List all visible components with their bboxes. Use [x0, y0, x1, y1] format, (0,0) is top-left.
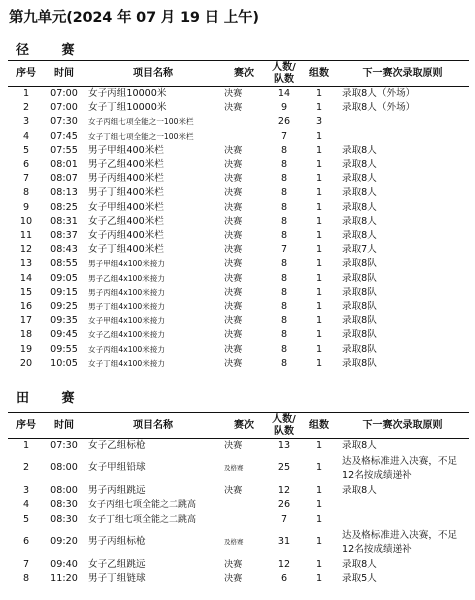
- row-round: 决赛: [224, 484, 243, 496]
- row-entries: 26: [277, 499, 291, 511]
- row-round: 决赛: [224, 357, 243, 369]
- row-number: 2: [22, 462, 30, 474]
- row-advance-rule: 录取8人: [342, 144, 377, 156]
- row-entries: 8: [280, 159, 288, 171]
- row-time: 08:55: [50, 258, 78, 270]
- row-time: 09:05: [50, 272, 78, 284]
- row-heats: 1: [315, 499, 323, 511]
- row-event-name: 男子甲组400米栏: [88, 144, 164, 156]
- row-round: 决赛: [224, 258, 243, 270]
- row-time: 08:31: [50, 215, 78, 227]
- table-row: [8, 87, 469, 102]
- row-time: 10:05: [50, 357, 78, 369]
- row-round: [222, 513, 266, 528]
- row-heats: 1: [315, 462, 323, 474]
- table-row: [8, 513, 469, 528]
- row-entries: 7: [280, 244, 288, 256]
- row-event-name: 男子丁组链球: [88, 573, 146, 585]
- row-entries: 8: [280, 215, 288, 227]
- header-event: 项目名称: [84, 61, 222, 87]
- row-heats: 1: [315, 315, 323, 327]
- row-round: 决赛: [224, 272, 243, 284]
- row-event-name: 男子乙组400米栏: [88, 159, 164, 171]
- row-number: 19: [19, 343, 33, 355]
- row-advance-rule: 录取8人: [342, 201, 377, 213]
- row-heats: 1: [315, 215, 323, 227]
- row-round: 决赛: [224, 88, 243, 99]
- row-number: 4: [22, 499, 30, 511]
- row-event-name: 女子丁组七项全能之一100米栏: [88, 131, 194, 141]
- row-time: 07:00: [50, 88, 78, 99]
- row-round: 决赛: [224, 173, 243, 185]
- row-number: 8: [22, 187, 30, 199]
- row-advance-rule: 录取8队: [342, 286, 377, 298]
- table-row: [8, 186, 469, 200]
- row-advance-rule: [336, 130, 469, 144]
- row-number: 9: [22, 201, 30, 213]
- row-round: 及格赛: [224, 538, 244, 547]
- field-schedule-table: [8, 412, 469, 587]
- table-row: [8, 201, 469, 215]
- table-row: [8, 272, 469, 286]
- header-heats: 组数: [302, 61, 336, 87]
- row-number: 7: [22, 558, 30, 570]
- row-number: 2: [22, 102, 30, 114]
- row-round: 决赛: [224, 215, 243, 227]
- header-entries: 人数/队数: [266, 61, 302, 87]
- row-advance-rule: 录取8队: [342, 315, 377, 327]
- table-row: [8, 115, 469, 129]
- row-time: 08:00: [50, 462, 78, 474]
- row-heats: 1: [315, 301, 323, 313]
- row-number: 1: [22, 88, 30, 99]
- row-number: 6: [22, 159, 30, 171]
- row-advance-rule: 录取8队: [342, 272, 377, 284]
- table-row: [8, 357, 469, 371]
- row-round: [222, 130, 266, 144]
- row-advance-rule: 录取8人（外场）: [342, 88, 416, 99]
- row-event-name: 女子丁组10000米: [88, 102, 167, 114]
- row-entries: 8: [280, 272, 288, 284]
- row-advance-rule: 录取8人: [342, 159, 377, 171]
- table-row: [8, 101, 469, 115]
- row-advance-rule: 录取8队: [342, 329, 377, 341]
- header-time: 时间: [44, 413, 84, 439]
- row-number: 15: [19, 286, 33, 298]
- table-row: [8, 343, 469, 357]
- table-row: [8, 229, 469, 243]
- table-row: [8, 158, 469, 172]
- row-round: 决赛: [224, 286, 243, 298]
- row-heats: 1: [315, 440, 323, 451]
- row-number: 1: [22, 440, 30, 451]
- row-round: 决赛: [224, 301, 243, 313]
- row-heats: 1: [315, 286, 323, 298]
- table-row: [8, 243, 469, 257]
- row-advance-rule: 录取8队: [342, 258, 377, 270]
- row-round: 决赛: [224, 187, 243, 199]
- row-time: 09:20: [50, 536, 78, 548]
- row-heats: 1: [315, 536, 323, 548]
- row-entries: 25: [277, 462, 291, 474]
- table-row: [8, 257, 469, 271]
- row-event-name: 女子乙组400米栏: [88, 215, 164, 227]
- row-time: 08:01: [50, 159, 78, 171]
- row-entries: 8: [280, 187, 288, 199]
- row-advance-rule: 录取8人: [342, 187, 377, 199]
- row-event-name: 男子丁组4x100米接力: [88, 302, 165, 312]
- table-row: [8, 314, 469, 328]
- row-heats: 1: [315, 230, 323, 242]
- row-entries: 8: [280, 173, 288, 185]
- row-time: 09:55: [50, 343, 78, 355]
- row-time: 08:13: [50, 187, 78, 199]
- row-entries: 8: [280, 258, 288, 270]
- row-entries: 8: [280, 144, 288, 156]
- row-advance-rule: 录取8人（外场）: [342, 102, 416, 114]
- row-advance-rule: 录取8人: [342, 215, 377, 227]
- table-row: [8, 528, 469, 558]
- row-time: 07:45: [50, 130, 78, 142]
- table-row: [8, 498, 469, 513]
- row-advance-rule: [336, 115, 469, 129]
- row-heats: 1: [315, 484, 323, 496]
- row-event-name: 女子丙组七项全能之二跳高: [88, 500, 197, 511]
- row-time: 08:00: [50, 484, 78, 496]
- row-number: 7: [22, 173, 30, 185]
- row-event-name: 男子丙组标枪: [88, 536, 146, 548]
- row-advance-rule: 录取8人: [342, 558, 377, 570]
- row-number: 14: [19, 272, 33, 284]
- row-round: 决赛: [224, 343, 243, 355]
- row-round: 决赛: [224, 315, 243, 327]
- row-heats: 1: [315, 173, 323, 185]
- row-number: 3: [22, 116, 30, 128]
- row-event-name: 女子丙组10000米: [88, 88, 167, 99]
- header-no: 序号: [8, 413, 44, 439]
- row-entries: 8: [280, 201, 288, 213]
- row-number: 3: [22, 484, 30, 496]
- row-round: 决赛: [224, 558, 243, 570]
- row-time: 08:30: [50, 513, 78, 525]
- row-heats: 1: [315, 187, 323, 199]
- row-entries: 8: [280, 357, 288, 369]
- row-event-name: 女子甲组铅球: [88, 462, 146, 474]
- row-number: 4: [22, 130, 30, 142]
- table-row: [8, 484, 469, 499]
- row-time: 07:55: [50, 144, 78, 156]
- row-time: 11:20: [50, 573, 78, 585]
- row-event-name: 男子丙组4x100米接力: [88, 287, 165, 297]
- row-event-name: 女子甲组4x100米接力: [88, 316, 165, 326]
- row-advance-rule: 录取8队: [342, 343, 377, 355]
- row-heats: 1: [315, 258, 323, 270]
- row-advance-rule: 录取7人: [342, 244, 377, 256]
- row-heats: 1: [315, 201, 323, 213]
- row-time: 09:40: [50, 558, 78, 570]
- row-advance-rule: 录取8队: [342, 301, 377, 313]
- table-row: [8, 572, 469, 587]
- row-event-name: 女子丙组七项全能之一100米栏: [88, 117, 194, 127]
- row-number: 8: [22, 573, 30, 585]
- track-section-label: 径 赛: [16, 43, 89, 58]
- row-event-name: 女子甲组400米栏: [88, 201, 164, 213]
- field-section-label: 田 赛: [16, 391, 89, 406]
- row-number: 5: [22, 513, 30, 525]
- row-heats: 1: [315, 88, 323, 99]
- row-round: 决赛: [224, 573, 243, 585]
- row-heats: 1: [315, 558, 323, 570]
- row-entries: 26: [277, 116, 291, 128]
- header-no: 序号: [8, 61, 44, 87]
- row-time: 07:30: [50, 116, 78, 128]
- row-heats: 1: [315, 272, 323, 284]
- unit-title: 第九单元(2024 年 07 月 19 日 上午): [9, 10, 259, 26]
- row-number: 10: [19, 215, 33, 227]
- row-event-name: 男子丁组400米栏: [88, 187, 164, 199]
- table-row: [8, 215, 469, 229]
- row-entries: 7: [280, 513, 288, 525]
- row-number: 16: [19, 301, 33, 313]
- table-row: [8, 439, 469, 454]
- row-advance-rule: 达及格标准进入决赛，不足12名按成绩递补: [342, 529, 458, 556]
- row-heats: 1: [315, 144, 323, 156]
- table-row: [8, 286, 469, 300]
- row-event-name: 男子乙组4x100米接力: [88, 273, 165, 283]
- row-round: 决赛: [224, 440, 243, 451]
- table-row: [8, 328, 469, 342]
- row-advance-rule: 录取8人: [342, 484, 377, 496]
- header-event: 项目名称: [84, 413, 222, 439]
- row-advance-rule: 达及格标准进入决赛，不足12名按成绩递补: [342, 455, 458, 482]
- row-advance-rule: 录取8人: [342, 440, 377, 451]
- row-round: 决赛: [224, 230, 243, 242]
- row-event-name: 女子乙组标枪: [88, 440, 146, 451]
- row-heats: 1: [315, 573, 323, 585]
- header-entries: 人数/队数: [266, 413, 302, 439]
- track-schedule-table: [8, 60, 469, 371]
- row-entries: 12: [277, 484, 291, 496]
- row-time: 09:35: [50, 315, 78, 327]
- row-entries: 8: [280, 329, 288, 341]
- row-time: 07:30: [50, 440, 78, 451]
- row-event-name: 男子甲组4x100米接力: [88, 259, 165, 269]
- row-event-name: 男子丙组400米栏: [88, 173, 164, 185]
- row-time: 09:45: [50, 329, 78, 341]
- header-heats: 组数: [302, 413, 336, 439]
- row-time: 07:00: [50, 102, 78, 114]
- row-time: 09:15: [50, 286, 78, 298]
- row-round: 决赛: [224, 102, 243, 114]
- header-rule: 下一赛次录取原则: [336, 61, 469, 87]
- row-round: 决赛: [224, 144, 243, 156]
- row-heats: 1: [315, 130, 323, 142]
- row-number: 18: [19, 329, 33, 341]
- row-heats: 1: [315, 357, 323, 369]
- row-entries: 8: [280, 343, 288, 355]
- row-round: 决赛: [224, 159, 243, 171]
- table-row: [8, 454, 469, 484]
- row-entries: 8: [280, 315, 288, 327]
- row-round: 决赛: [224, 201, 243, 213]
- row-heats: 1: [315, 329, 323, 341]
- header-rule: 下一赛次录取原则: [336, 413, 469, 439]
- table-row: [8, 172, 469, 186]
- row-heats: 1: [315, 102, 323, 114]
- row-number: 5: [22, 144, 30, 156]
- row-heats: 1: [315, 244, 323, 256]
- row-time: 08:07: [50, 173, 78, 185]
- row-number: 13: [19, 258, 33, 270]
- row-event-name: 女子乙组跳远: [88, 558, 146, 570]
- row-heats: 1: [315, 513, 323, 525]
- row-time: 08:25: [50, 201, 78, 213]
- row-entries: 7: [280, 130, 288, 142]
- row-entries: 6: [280, 573, 288, 585]
- row-round: [222, 498, 266, 513]
- row-event-name: 女子丙组4x100米接力: [88, 344, 165, 354]
- row-event-name: 男子丙组跳远: [88, 484, 146, 496]
- row-round: 及格赛: [224, 464, 244, 473]
- header-time: 时间: [44, 61, 84, 87]
- row-number: 11: [19, 230, 33, 242]
- row-advance-rule: 录取8人: [342, 173, 377, 185]
- row-advance-rule: 录取8人: [342, 230, 377, 242]
- table-row: [8, 558, 469, 573]
- header-round: 赛次: [222, 413, 266, 439]
- row-number: 6: [22, 536, 30, 548]
- row-entries: 14: [277, 88, 291, 99]
- row-event-name: 女子丁组七项全能之二跳高: [88, 514, 197, 525]
- row-entries: 9: [280, 102, 288, 114]
- header-round: 赛次: [222, 61, 266, 87]
- row-event-name: 女子丙组400米栏: [88, 230, 164, 242]
- row-time: 09:25: [50, 301, 78, 313]
- row-number: 20: [19, 357, 33, 369]
- row-advance-rule: 录取5人: [342, 573, 377, 585]
- table-row: [8, 144, 469, 158]
- row-heats: 1: [315, 159, 323, 171]
- row-entries: 8: [280, 301, 288, 313]
- row-entries: 8: [280, 286, 288, 298]
- row-round: 决赛: [224, 329, 243, 341]
- row-time: 08:37: [50, 230, 78, 242]
- row-entries: 31: [277, 536, 291, 548]
- row-event-name: 女子丁组4x100米接力: [88, 358, 165, 368]
- row-entries: 8: [280, 230, 288, 242]
- row-entries: 12: [277, 558, 291, 570]
- row-time: 08:30: [50, 499, 78, 511]
- row-advance-rule: 录取8队: [342, 357, 377, 369]
- table-row: [8, 300, 469, 314]
- row-event-name: 女子丁组400米栏: [88, 244, 164, 256]
- row-round: [222, 115, 266, 129]
- table-row: [8, 130, 469, 144]
- row-time: 08:43: [50, 244, 78, 256]
- row-heats: 3: [315, 116, 323, 128]
- row-number: 12: [19, 244, 33, 256]
- row-advance-rule: [336, 498, 469, 513]
- row-heats: 1: [315, 343, 323, 355]
- row-entries: 13: [277, 440, 291, 451]
- row-number: 17: [19, 315, 33, 327]
- row-event-name: 女子乙组4x100米接力: [88, 330, 165, 340]
- row-advance-rule: [336, 513, 469, 528]
- row-round: 决赛: [224, 244, 243, 256]
